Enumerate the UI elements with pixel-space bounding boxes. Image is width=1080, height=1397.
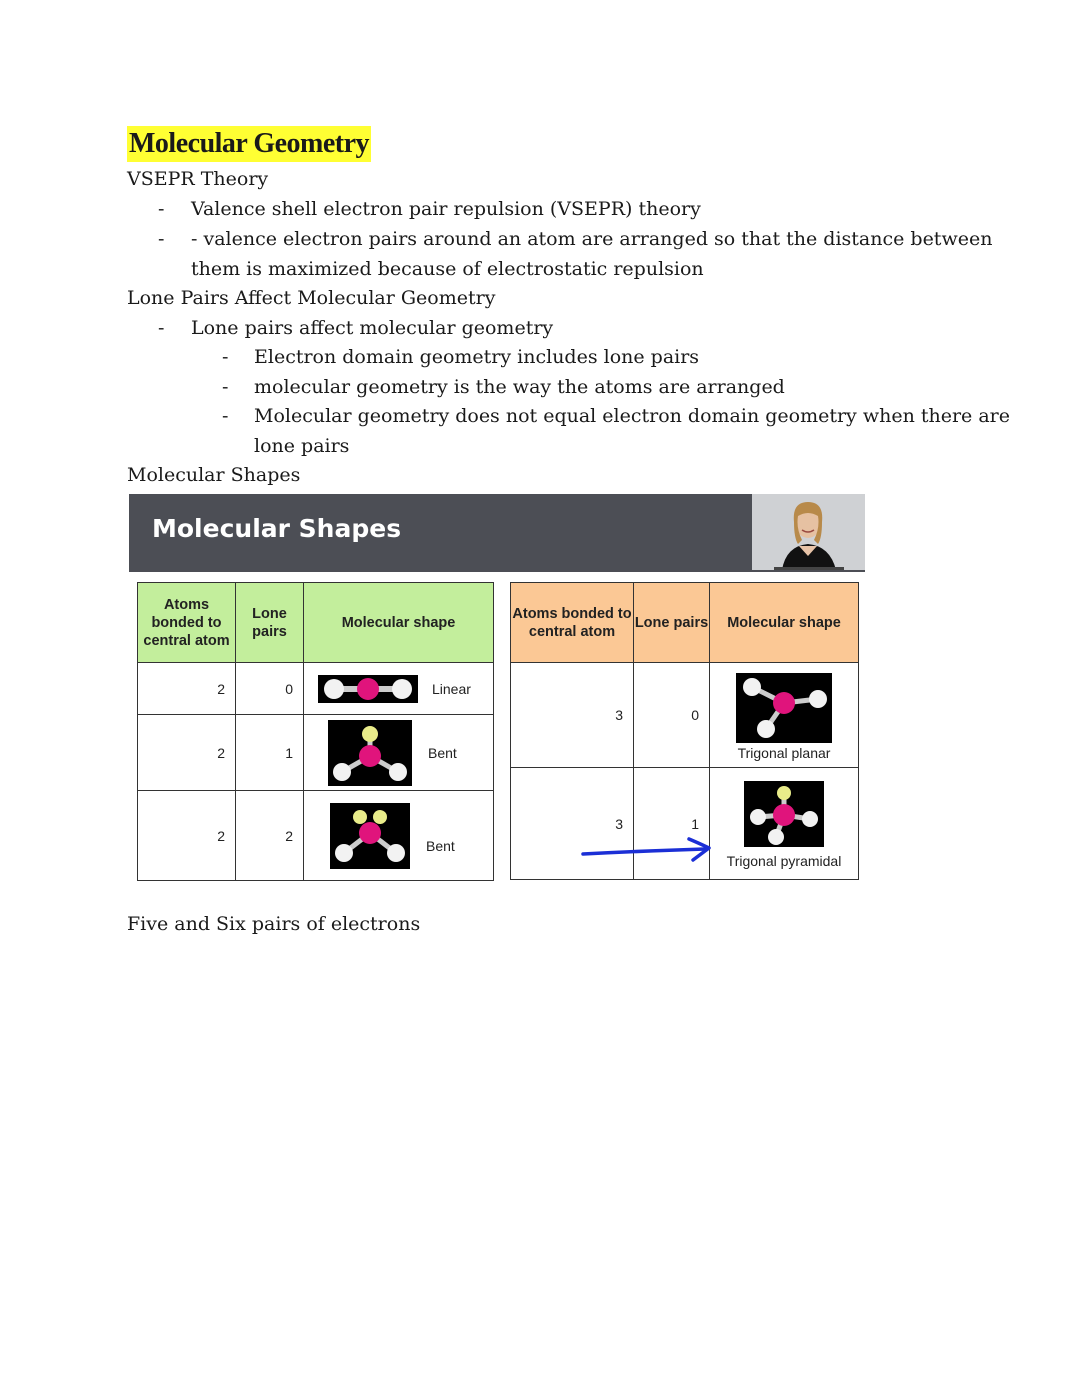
heading-molecular-shapes: Molecular Shapes: [127, 464, 301, 486]
shape-name: Bent: [428, 744, 457, 761]
lone-pair-count: 1: [634, 768, 710, 880]
shape-name: Trigonal pyramidal: [726, 852, 842, 869]
bullet-dash: -: [222, 405, 229, 427]
shape-name: Trigonal planar: [737, 745, 831, 761]
linear-molecule-image: [318, 675, 418, 703]
shape-cell: [304, 715, 494, 791]
bullet-dash: -: [222, 346, 229, 368]
bent-two-lone-pairs-molecule-image: [330, 803, 410, 869]
lone-subpoint-2: molecular geometry is the way the atoms are arranged: [254, 376, 785, 398]
table-row: [511, 663, 859, 768]
bonded-count: 3: [511, 768, 634, 880]
vsepr-point-1: Valence shell electron pair repulsion (VSEPR) theory: [191, 198, 701, 220]
lone-pair-count: 0: [634, 663, 710, 768]
shape-cell: [304, 791, 494, 881]
slide-title: Molecular Shapes: [152, 514, 402, 543]
bonded-count: 2: [138, 791, 236, 881]
vsepr-point-2: - valence electron pairs around an atom are arranged so that the distance between: [191, 228, 993, 250]
lone-subpoint-3-cont: lone pairs: [254, 435, 350, 457]
shape-name: Bent: [426, 837, 455, 854]
lone-subpoint-1: Electron domain geometry includes lone pairs: [254, 346, 700, 368]
table-row: [138, 663, 494, 715]
table-row: [138, 715, 494, 791]
presenter-video-thumbnail: [752, 494, 865, 570]
handwritten-arrow-icon: [581, 836, 713, 862]
col-header-lone-pairs: Lone pairs: [236, 583, 304, 663]
bent-molecule-image: [328, 720, 412, 786]
bonded-count: 2: [138, 663, 236, 715]
trigonal-planar-molecule-image: [736, 673, 832, 743]
lone-point: Lone pairs affect molecular geometry: [191, 317, 554, 339]
table-row: [138, 791, 494, 881]
shape-cell: [710, 768, 859, 880]
bullet-dash: -: [158, 317, 165, 339]
bonded-count: 3: [511, 663, 634, 768]
presenter-image: [752, 494, 865, 570]
lone-pair-count: 1: [236, 715, 304, 791]
shape-cell: [304, 663, 494, 715]
slide-screenshot: [129, 494, 865, 894]
col-header-atoms-bonded: Atoms bonded to central atom: [511, 583, 634, 663]
bullet-dash: -: [222, 376, 229, 398]
bonded-count: 2: [138, 715, 236, 791]
col-header-atoms-bonded: Atoms bonded to central atom: [138, 583, 236, 663]
lone-pair-count: 0: [236, 663, 304, 715]
table-row: [511, 768, 859, 880]
bullet-dash: -: [158, 198, 165, 220]
heading-five-six-pairs: Five and Six pairs of electrons: [127, 913, 421, 935]
page-title: Molecular Geometry: [127, 126, 371, 162]
heading-vsepr: VSEPR Theory: [127, 168, 269, 190]
left-shapes-table: [137, 582, 494, 881]
lone-pair-count: 2: [236, 791, 304, 881]
lone-subpoint-3: Molecular geometry does not equal electron domain geometry when there are: [254, 405, 1010, 427]
bullet-dash: -: [158, 228, 165, 250]
shape-name: Linear: [432, 680, 471, 697]
col-header-lone-pairs: Lone pairs: [634, 583, 710, 663]
shape-cell: [710, 663, 859, 768]
vsepr-point-2-cont: them is maximized because of electrostatic repulsion: [191, 258, 704, 280]
col-header-molecular-shape: Molecular shape: [710, 583, 859, 663]
col-header-molecular-shape: Molecular shape: [304, 583, 494, 663]
heading-lone-pairs: Lone Pairs Affect Molecular Geometry: [127, 287, 496, 309]
trigonal-pyramidal-molecule-image: [744, 781, 824, 847]
